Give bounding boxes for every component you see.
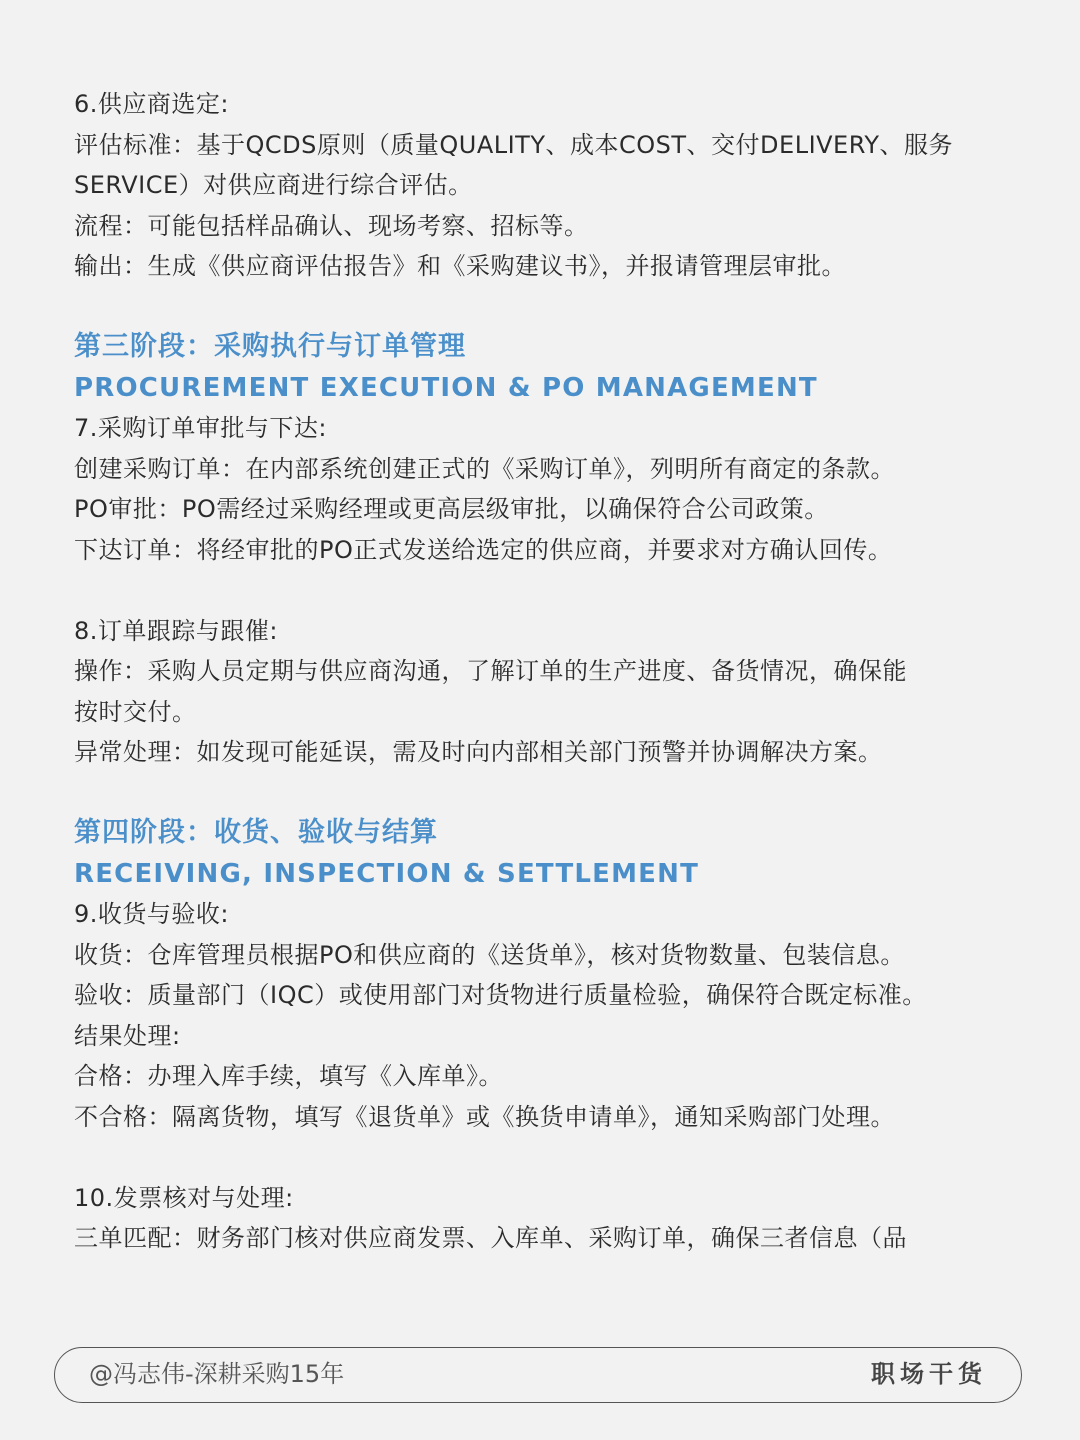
paragraph-line: PO审批：PO需经过采购经理或更高层级审批，以确保符合公司政策。: [74, 495, 829, 523]
section-heading-7: 7.采购订单审批与下达:: [74, 414, 327, 442]
paragraph-line: 结果处理:: [74, 1021, 181, 1050]
paragraph-line: 不合格：隔离货物，填写《退货单》或《换货申请单》，通知采购部门处理。: [74, 1102, 895, 1131]
paragraph-line: 收货：仓库管理员根据PO和供应商的《送货单》，核对货物数量、包装信息。: [74, 940, 905, 969]
paragraph-line: 创建采购订单：在内部系统创建正式的《采购订单》，列明所有商定的条款。: [74, 454, 895, 483]
spacer: [74, 287, 1014, 328]
spacer: [74, 570, 1014, 611]
spacer: [74, 1137, 1014, 1178]
section-heading-9: 9.收货与验收:: [74, 900, 229, 928]
paragraph-line: 合格：办理入库手续，填写《入库单》。: [74, 1062, 503, 1090]
paragraph-line: 验收：质量部门（IQC）或使用部门对货物进行质量检验，确保符合既定标准。: [74, 981, 927, 1009]
section-heading-10: 10.发票核对与处理:: [74, 1183, 294, 1212]
author-handle: @冯志伟-深耕采购15年: [89, 1360, 345, 1388]
paragraph-line: 评估标准：基于QCDS原则（质量QUALITY、成本COST、交付DELIVERY、服务: [74, 130, 954, 159]
paragraph-line: 异常处理：如发现可能延误，需及时向内部相关部门预警并协调解决方案。: [74, 738, 883, 766]
footer-bar: [54, 1347, 1022, 1403]
stage-4-subtitle: RECEIVING, INSPECTION & SETTLEMENT: [74, 858, 700, 889]
section-heading-8: 8.订单跟踪与跟催:: [74, 616, 278, 645]
paragraph-line: 输出：生成《供应商评估报告》和《采购建议书》，并报请管理层审批。: [74, 252, 846, 280]
stage-4-title: 第四阶段：收货、验收与结算: [74, 817, 438, 848]
stage-3-subtitle: PROCUREMENT EXECUTION & PO MANAGEMENT: [74, 372, 818, 403]
paragraph-line: 下达订单：将经审批的PO正式发送给选定的供应商，并要求对方确认回传。: [74, 535, 893, 564]
spacer: [74, 773, 1014, 814]
paragraph-line: 流程：可能包括样品确认、现场考察、招标等。: [74, 211, 589, 240]
paragraph-line: 三单匹配：财务部门核对供应商发票、入库单、采购订单，确保三者信息（品: [74, 1224, 907, 1252]
category-tag: 职场干货: [871, 1360, 987, 1388]
section-heading-6: 6.供应商选定:: [74, 90, 229, 118]
stage-3-title: 第三阶段：采购执行与订单管理: [74, 331, 466, 362]
article-body: [74, 84, 1014, 1259]
paragraph-line: 操作：采购人员定期与供应商沟通，了解订单的生产进度、备货情况，确保能: [74, 657, 907, 685]
paragraph-line: SERVICE）对供应商进行综合评估。: [74, 171, 473, 199]
paragraph-line: 按时交付。: [74, 697, 197, 726]
